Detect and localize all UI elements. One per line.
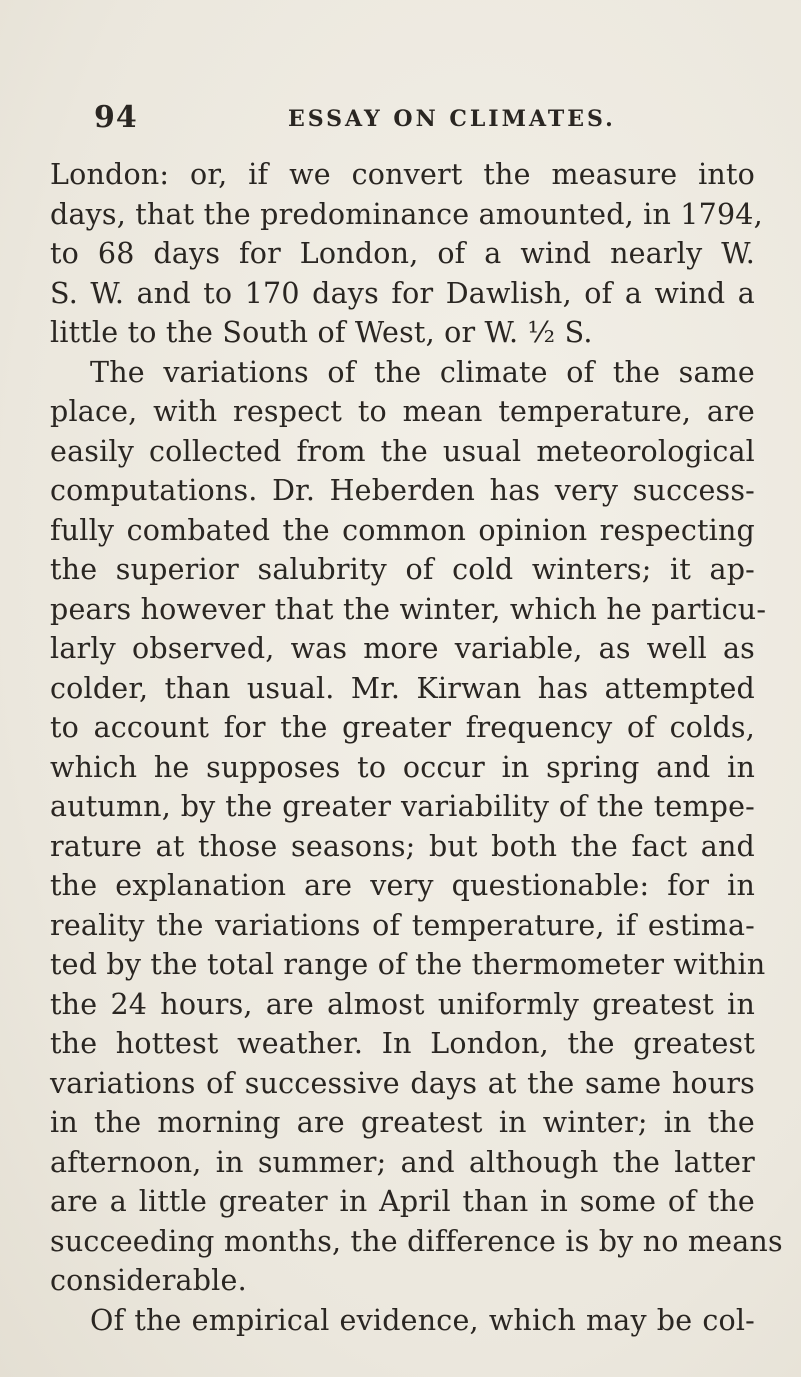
- text-line: fully combated the common opinion respecting: [50, 513, 755, 547]
- text-line: easily collected from the usual meteorological: [50, 434, 755, 468]
- text-line: to account for the greater frequency of colds,: [50, 711, 755, 744]
- body-text: [50, 155, 783, 1340]
- text-line: the superior salubrity of cold winters; it ap-: [50, 553, 755, 586]
- text-line: afternoon, in summer; and although the latter: [50, 1145, 755, 1179]
- text-line: little to the South of West, or W. ½ S.: [50, 316, 593, 349]
- text-line: S. W. and to 170 days for Dawlish, of a wind a: [50, 276, 755, 310]
- text-line: Of the empirical evidence, which may be col-: [90, 1303, 755, 1337]
- page-number: 94: [94, 100, 138, 135]
- text-line: the explanation are very questionable: for in: [50, 869, 755, 902]
- text-line: pears however that the winter, which he particu-: [50, 592, 767, 626]
- text-line: succeeding months, the difference is by no means: [50, 1224, 783, 1258]
- text-line: considerable.: [50, 1264, 247, 1297]
- text-line: The variations of the climate of the same: [90, 355, 755, 389]
- text-line: the 24 hours, are almost uniformly greatest in: [50, 987, 755, 1021]
- text-line: which he supposes to occur in spring and in: [50, 750, 755, 784]
- text-line: ted by the total range of the thermometer within: [50, 948, 766, 981]
- page-header: [94, 100, 794, 136]
- text-line: days, that the predominance amounted, in 1794,: [50, 197, 763, 231]
- text-line: London: or, if we convert the measure into: [50, 158, 755, 191]
- text-line: the hottest weather. In London, the greatest: [50, 1027, 755, 1060]
- text-line: autumn, by the greater variability of the tempe-: [50, 790, 755, 823]
- text-line: are a little greater in April than in some of the: [50, 1185, 755, 1218]
- text-line: in the morning are greatest in winter; in the: [50, 1106, 755, 1139]
- text-line: to 68 days for London, of a wind nearly W.: [50, 237, 755, 270]
- text-line: reality the variations of temperature, if estima-: [50, 908, 755, 942]
- text-line: place, with respect to mean temperature, are: [50, 395, 755, 428]
- text-line: colder, than usual. Mr. Kirwan has attempted: [50, 671, 755, 705]
- text-line: computations. Dr. Heberden has very success-: [50, 474, 755, 507]
- text-line: larly observed, was more variable, as well as: [50, 632, 755, 665]
- text-line: variations of successive days at the same hours: [50, 1066, 755, 1100]
- text-line: rature at those seasons; but both the fact and: [50, 829, 755, 863]
- running-head: ESSAY ON CLIMATES.: [288, 106, 616, 132]
